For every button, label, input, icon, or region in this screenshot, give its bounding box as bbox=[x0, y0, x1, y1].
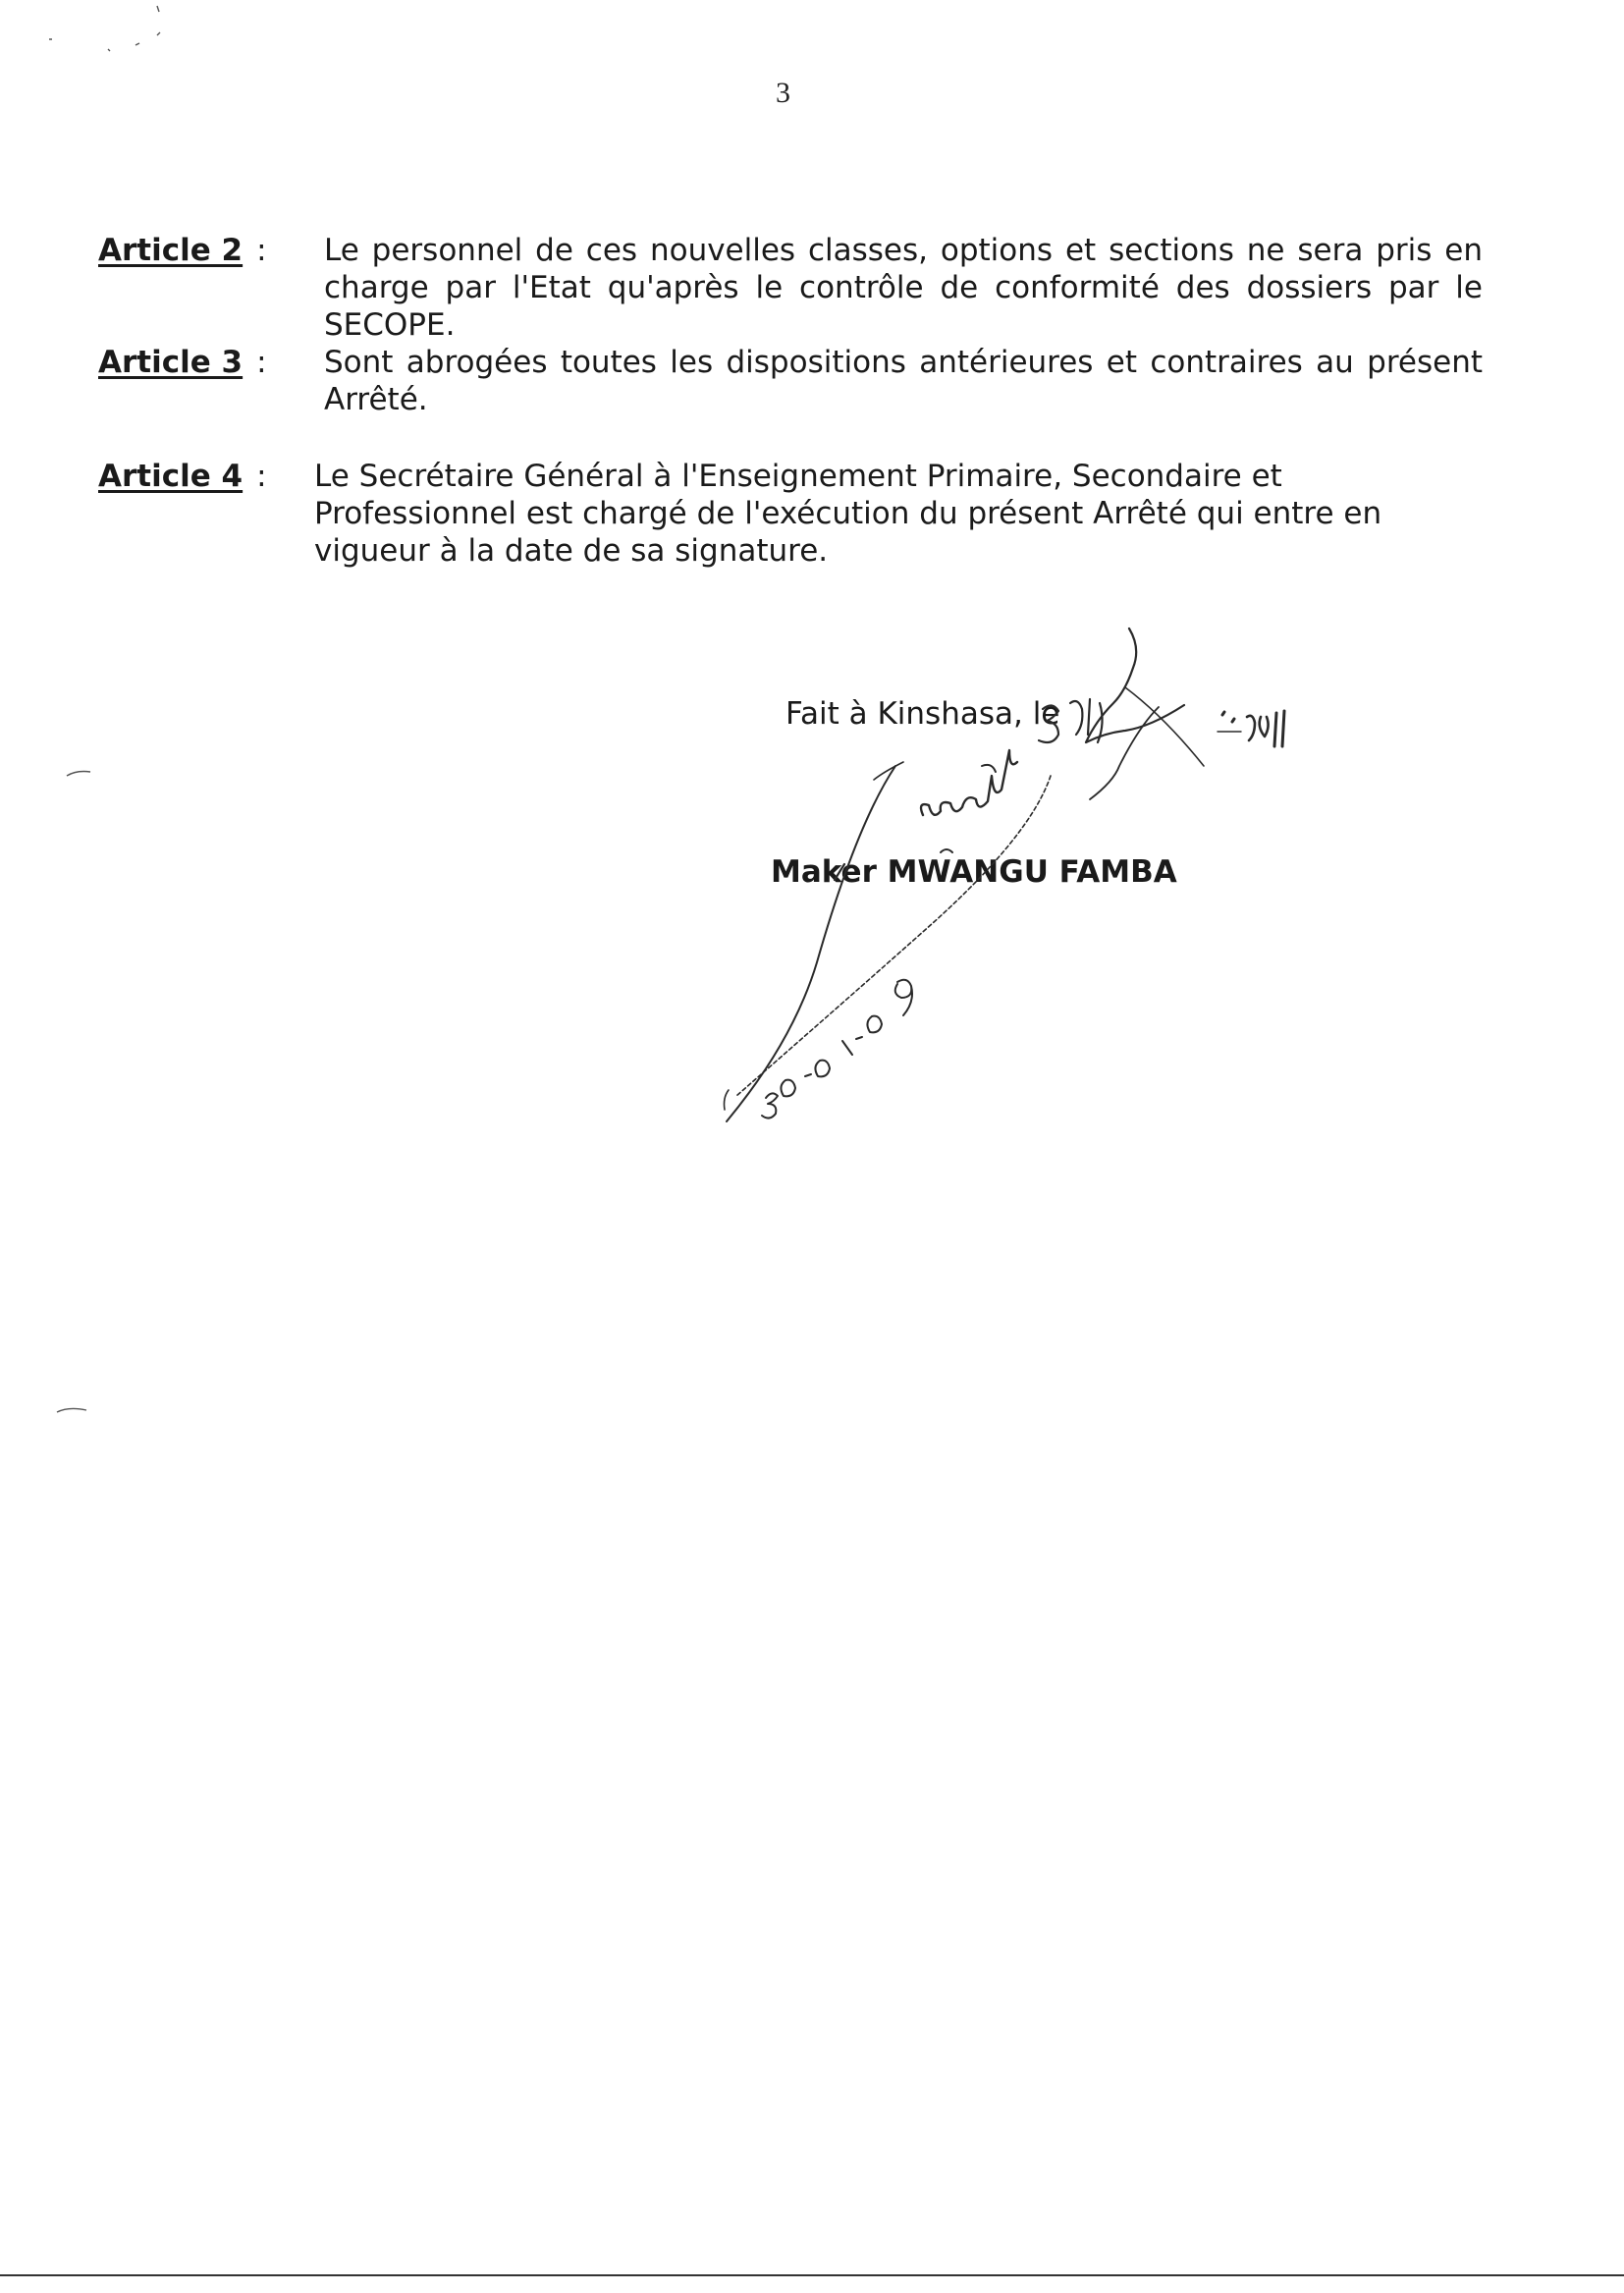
article-2 bbox=[98, 232, 1492, 344]
article-2-text: Le personnel de ces nouvelles classes, options et sections ne sera pris en charge par l'Etat qu'après le contrôle de conformité des dossiers par le SECOPE. bbox=[324, 233, 1483, 343]
article-3-colon: : bbox=[256, 345, 267, 380]
article-4-colon: : bbox=[256, 459, 267, 494]
footer-rule bbox=[0, 2274, 1624, 2276]
article-2-name: Article 2 bbox=[98, 233, 244, 268]
article-2-colon: : bbox=[256, 233, 267, 268]
article-4 bbox=[98, 458, 1492, 570]
article-2-label bbox=[98, 232, 319, 269]
article-3-name: Article 3 bbox=[98, 345, 244, 380]
place-date-line: Fait à Kinshasa, le bbox=[785, 696, 1060, 732]
article-3 bbox=[98, 344, 1492, 418]
signatory-name: Maker MWANGU FAMBA bbox=[771, 854, 1177, 890]
article-4-text: Le Secrétaire Général à l'Enseignement Primaire, Secondaire et Professionnel est chargé de l'exécution du présent Arrêté qui entre en vigueur à la date de sa signature. bbox=[314, 459, 1382, 569]
article-3-text: Sont abrogées toutes les dispositions antérieures et contraires au présent Arrêté. bbox=[324, 345, 1483, 417]
article-4-name: Article 4 bbox=[98, 459, 244, 494]
page-number: 3 bbox=[776, 77, 790, 109]
article-3-label bbox=[98, 344, 319, 381]
article-4-label bbox=[98, 458, 319, 495]
